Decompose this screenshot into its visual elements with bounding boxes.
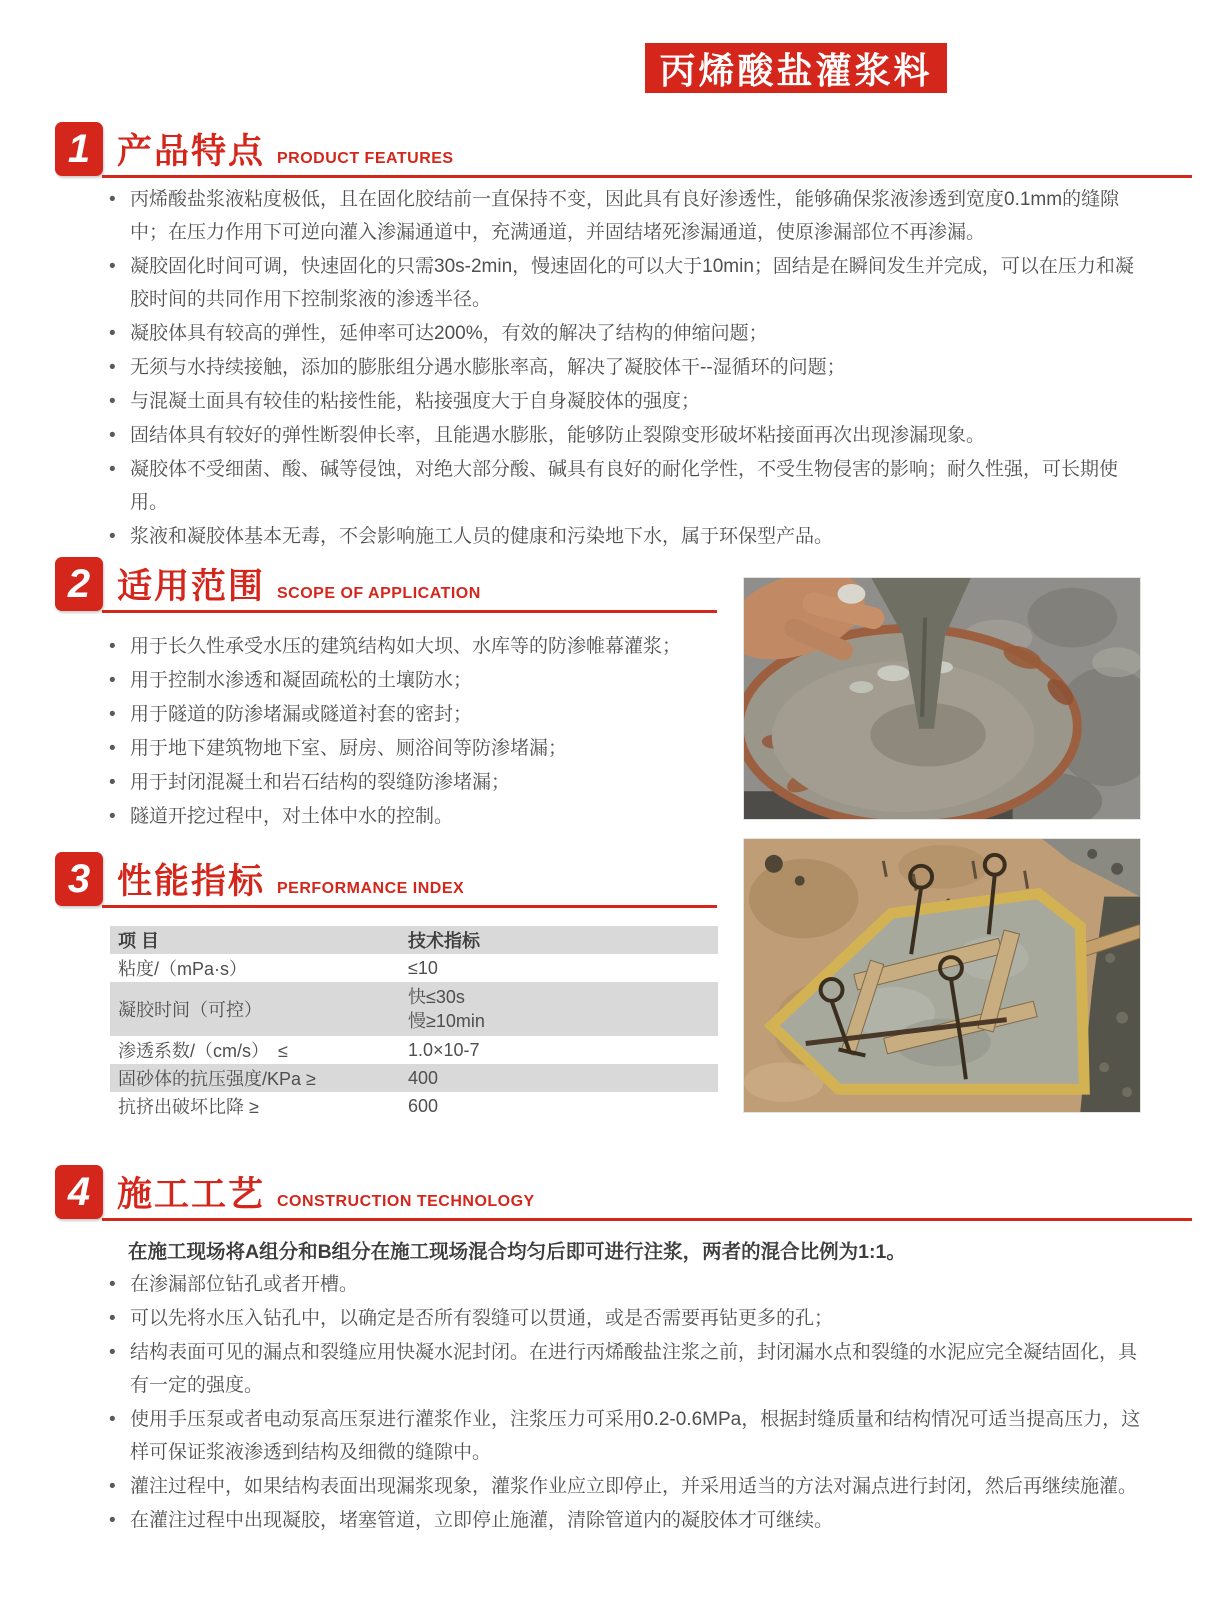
bullet-text: 隧道开挖过程中，对土体中水的控制。 (130, 806, 454, 827)
section-1-underline (102, 175, 1192, 178)
photo-grouting-formwork (743, 838, 1141, 1113)
list-item (100, 351, 1140, 384)
list-item (100, 1336, 1148, 1402)
bullet-text: 浆液和凝胶体基本无毒，不会影响施工人员的健康和污染地下水，属于环保型产品。 (130, 526, 834, 547)
table-header-row (110, 926, 718, 954)
list-item (100, 419, 1140, 452)
spec-label: 凝胶时间（可控） (118, 1000, 262, 1020)
spec-value: 1.0×10-7 (408, 1039, 480, 1060)
bullet-text: 用于地下建筑物地下室、厨房、厕浴间等防渗堵漏； (130, 738, 568, 759)
section-4-header (55, 1165, 1195, 1225)
bullet-text: 使用手压泵或者电动泵高压泵进行灌浆作业，注浆压力可采用0.2-0.6MPa，根据封缝质量和结构情况可适当提高压力，这样可保证浆液渗透到结构及细微的缝隙中。 (130, 1409, 1141, 1463)
list-item (100, 664, 725, 697)
table-row (110, 954, 718, 982)
section-1-header (55, 122, 1195, 182)
section-3-subtitle: PERFORMANCE INDEX (277, 880, 465, 897)
bullet-text: 无须与水持续接触，添加的膨胀组分遇水膨胀率高，解决了凝胶体干--湿循环的问题； (130, 357, 846, 378)
list-item (100, 1302, 1148, 1335)
list-item (100, 732, 725, 765)
section-2-subtitle: SCOPE OF APPLICATION (277, 585, 481, 602)
list-item (100, 317, 1140, 350)
list-item (100, 453, 1140, 519)
table-header-item: 项 目 (118, 931, 160, 951)
table-header-value: 技术指标 (408, 931, 480, 951)
table-row (110, 1092, 718, 1120)
bullet-text: 凝胶固化时间可调，快速固化的只需30s-2min，慢速固化的可以大于10min；固结是在瞬间发生并完成，可以在压力和凝胶时间的共同作用下控制浆液的渗透半径。 (130, 256, 1134, 310)
table-row (110, 1064, 718, 1092)
list-item (100, 520, 1140, 553)
section-2-number-badge: 2 (55, 557, 103, 611)
bullet-text: 用于控制水渗透和凝固疏松的土壤防水； (130, 670, 473, 691)
bullet-text: 在灌注过程中出现凝胶，堵塞管道，立即停止施灌，清除管道内的凝胶体才可继续。 (130, 1510, 834, 1531)
list-item (100, 1504, 1148, 1537)
spec-label: 渗透系数/（cm/s） ≤ (118, 1041, 288, 1061)
section-1-subtitle: PRODUCT FEATURES (277, 150, 454, 167)
bullet-text: 凝胶体不受细菌、酸、碱等侵蚀，对绝大部分酸、碱具有良好的耐化学性，不受生物侵害的影响；耐久性强，可长期使用。 (130, 459, 1119, 513)
bullet-text: 丙烯酸盐浆液粘度极低，且在固化胶结前一直保持不变，因此具有良好渗透性，能够确保浆液渗透到宽度0.1mm的缝隙中；在压力作用下可逆向灌入渗漏通道中，充满通道，并固结堵死渗漏通道，使原渗漏部位不再渗漏。 (130, 189, 1120, 243)
bullet-text: 用于隧道的防渗堵漏或隧道衬套的密封； (130, 704, 473, 725)
section-4-subtitle: CONSTRUCTION TECHNOLOGY (277, 1193, 535, 1210)
list-item (100, 250, 1140, 316)
table-row (110, 1036, 718, 1064)
list-item (100, 385, 1140, 418)
bullet-text: 灌注过程中，如果结构表面出现漏浆现象，灌浆作业应立即停止，并采用适当的方法对漏点进行封闭，然后再继续施灌。 (130, 1476, 1138, 1497)
product-title-banner: 丙烯酸盐灌浆料 (645, 43, 947, 93)
section-2-underline (102, 610, 717, 613)
bullet-text: 凝胶体具有较高的弹性，延伸率可达200%，有效的解决了结构的伸缩问题； (130, 323, 768, 344)
section-3-number-badge: 3 (55, 852, 103, 906)
section-3-underline (102, 905, 717, 908)
performance-index-table (110, 926, 718, 1120)
list-item (100, 183, 1140, 249)
bullet-text: 与混凝土面具有较佳的粘接性能，粘接强度大于自身凝胶体的强度； (130, 391, 701, 412)
table-row (110, 982, 718, 1036)
section-1-title: 产品特点 (117, 132, 266, 171)
spec-label: 固砂体的抗压强度/KPa ≥ (118, 1069, 316, 1089)
bullet-text: 结构表面可见的漏点和裂缝应用快凝水泥封闭。在进行丙烯酸盐注浆之前，封闭漏水点和裂缝的水泥应完全凝结固化，具有一定的强度。 (130, 1342, 1138, 1396)
list-item (100, 698, 725, 731)
section-4-underline (102, 1218, 1192, 1221)
scope-of-application-list (100, 630, 725, 834)
spec-value-fast: 快≤30s (408, 987, 465, 1007)
photo-slurry-mixing (743, 577, 1141, 820)
bullet-text: 用于封闭混凝土和岩石结构的裂缝防渗堵漏； (130, 772, 511, 793)
list-item (100, 630, 725, 663)
bullet-text: 固结体具有较好的弹性断裂伸长率，且能遇水膨胀，能够防止裂隙变形破坏粘接面再次出现渗漏现象。 (130, 425, 986, 446)
spec-value: 400 (408, 1067, 439, 1088)
list-item (100, 1470, 1148, 1503)
spec-value: 600 (408, 1095, 439, 1116)
construction-intro: 在施工现场将A组分和B组分在施工现场混合均匀后即可进行注浆，两者的混合比例为1:1。 (128, 1241, 906, 1263)
section-1-number-badge: 1 (55, 122, 103, 176)
section-4-title: 施工工艺 (117, 1175, 266, 1214)
section-4-number-badge: 4 (55, 1165, 103, 1219)
spec-value (408, 985, 718, 1033)
construction-steps-list (100, 1268, 1148, 1538)
section-2-title: 适用范围 (117, 567, 266, 606)
spec-value: ≤10 (408, 957, 438, 978)
section-3-title: 性能指标 (117, 862, 266, 901)
slurry-mixing-illustration (744, 578, 1140, 819)
list-item (100, 766, 725, 799)
bullet-text: 可以先将水压入钻孔中，以确定是否所有裂缝可以贯通，或是否需要再钻更多的孔； (130, 1308, 834, 1329)
spec-value-slow: 慢≥10min (408, 1011, 485, 1031)
product-features-list (100, 183, 1140, 554)
bullet-text: 用于长久性承受水压的建筑结构如大坝、水库等的防渗帷幕灌浆； (130, 636, 682, 657)
bullet-text: 在渗漏部位钻孔或者开槽。 (130, 1274, 359, 1295)
spec-label: 抗挤出破坏比降 ≥ (118, 1097, 259, 1117)
list-item (100, 1403, 1148, 1469)
list-item (100, 1268, 1148, 1301)
grouting-formwork-illustration (744, 839, 1140, 1112)
list-item (100, 800, 725, 833)
spec-label: 粘度/（mPa·s） (118, 959, 248, 979)
